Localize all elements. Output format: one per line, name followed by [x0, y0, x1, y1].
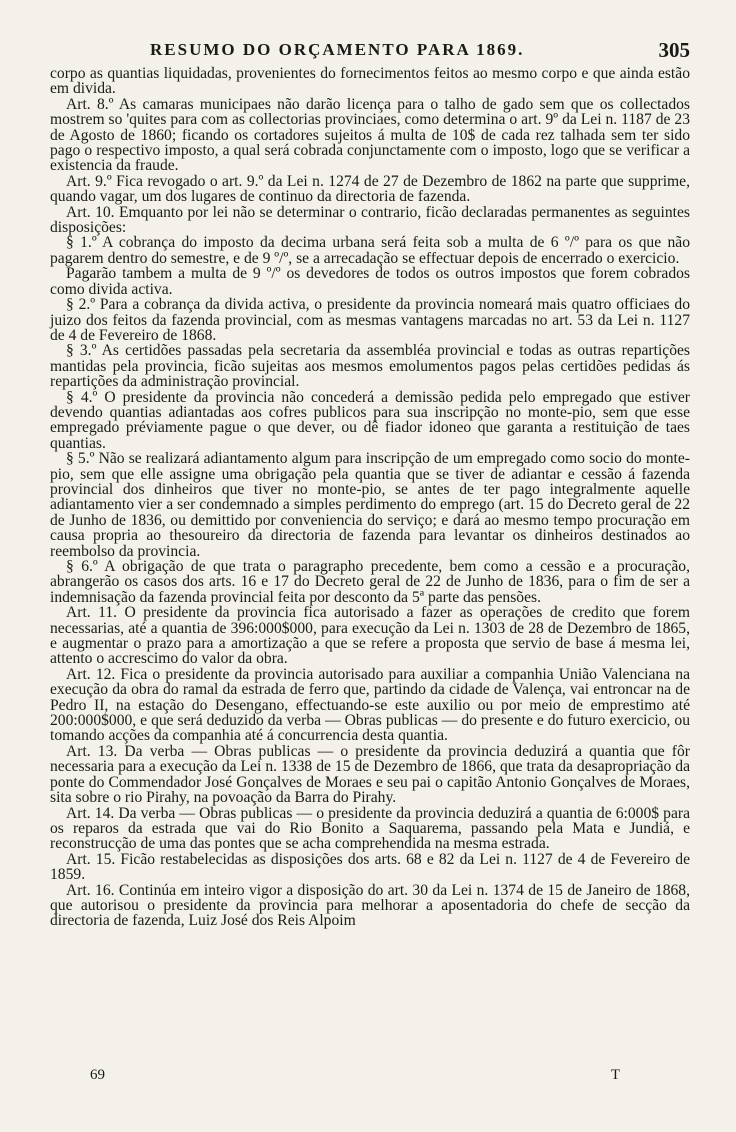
- paragraph: Art. 16. Continúa em inteiro vigor a disposição do art. 30 da Lei n. 1374 de 15 de Janeiro de 1868, que autorisou o presidente da provincia para melhorar a aposentadoria do chefe de secção da directoria de fazenda, Luiz José dos Reis Alpoim: [50, 881, 690, 930]
- paragraph: Art. 10. Emquanto por lei não se determinar o contrario, ficão declaradas permanentes as seguintes disposições:: [50, 203, 690, 237]
- page-title: RESUMO DO ORÇAMENTO PARA 1869.: [150, 40, 525, 59]
- paragraph: § 2.º Para a cobrança da divida activa, o presidente da provincia nomeará mais quatro officiaes do juizo dos feitos da fazenda provincial, com as mesmas vantagens marcadas no art. 53 da Lei n. 1127 de 4 de Fevereiro de 1868.: [50, 296, 690, 344]
- paragraph: Art. 15. Ficão restabelecidas as disposições dos arts. 68 e 82 da Lei n. 1127 de 4 de Fevereiro de 1859.: [50, 850, 690, 884]
- paragraph: Pagarão tambem a multa de 9 º/º os devedores de todos os outros impostos que forem cobrados como divida activa.: [50, 265, 690, 298]
- document-page: [50, 40, 690, 929]
- paragraph: § 5.º Não se realizará adiantamento algum para inscripção de um empregado como socio do monte-pio, sem que elle assigne uma obrigação pela quantia que se tiver de adiantar e cessão á fazenda provincial dos dinheiros que tiver no monte-pio, se antes de ter pago integralmente aquelle adiantamento vier a ser condemnado a simples perdimento do emprego (art. 15 do Decreto geral de 22 de Junho de 1836, ou demittido por conveniencia do serviço; e dará ao mesmo tempo procuração em causa propria ao thesoureiro da directoria de fazenda para levantar os dinheiros destinados ao reembolso da provincia.: [50, 450, 690, 560]
- paragraph: Art. 8.º As camaras municipaes não darão licença para o talho de gado sem que os collectados mostrem so 'quites para com as collectorias provinciaes, como determina o art. 9º da Lei n. 1187 de 23 de Agosto de 1860; ficando os cortadores sujeitos á multa de 10$ de cada rez talhada sem ter sido pago o respectivo imposto, a qual será cobrada conjunctamente com o imposto, logo que se verificar a existencia da fraude.: [50, 95, 690, 175]
- paragraph: Art. 12. Fica o presidente da provincia autorisado para auxiliar a companhia União Valenciana na execução da obra do ramal da estrada de ferro que, partindo da cidade de Valença, vai entroncar na de Pedro II, na estação do Desengano, effectuando-se este auxilio ou por meio de emprestimo até 200:000$000, e que será deduzido da verba — Obras publicas — do presente e do futuro exercicio, ou tomando acções da companhia até á concurrencia desta quantia.: [50, 665, 690, 745]
- paragraph: § 6.º A obrigação de que trata o paragrapho precedente, bem como a cessão e a procuração, abrangerão os casos dos arts. 16 e 17 do Decreto geral de 22 de Junho de 1836, para o fim de ser a indemnisação da fazenda provincial feita por desconto da 5ª parte das pensões.: [50, 558, 690, 606]
- paragraph: Art. 9.º Fica revogado o art. 9.º da Lei n. 1274 de 27 de Dezembro de 1862 na parte que supprime, quando vagar, um dos lugares de continuo da directoria de fazenda.: [50, 172, 690, 206]
- paragraph: § 3.º As certidões passadas pela secretaria da assembléa provincial e todas as outras repartições mantidas pela provincia, ficão sujeitas aos mesmos emolumentos pagos pelas certidões pedidas ás repartições da administração provincial.: [50, 342, 690, 391]
- paragraph: Art. 13. Da verba — Obras publicas — o presidente da provincia deduzirá a quantia que fôr necessaria para a execução da Lei n. 1338 de 15 de Dezembro de 1866, que trata da desapropriação da ponte do Commendador José Gonçalves de Moraes e seu pai o capitão Antonio Gonçalves de Moraes, sita sobre o rio Pirahy, na povoação da Barra do Pirahy.: [50, 742, 690, 807]
- document-body: [50, 66, 690, 929]
- page-header: [50, 40, 690, 62]
- paragraph: § 1.º A cobrança do imposto da decima urbana será feita sob a multa de 6 º/º para os que não pagarem dentro do semestre, e de 9 º/º, se a arrecadação se effectuar depois de encerrado o exercicio.: [50, 234, 690, 267]
- signature-mark: 69: [90, 1067, 105, 1083]
- paragraph: Art. 11. O presidente da provincia fica autorisado a fazer as operações de credito que forem necessarias, até a quantia de 396:000$000, para execução da Lei n. 1303 de 28 de Dezembro de 1865, e augmentar o prazo para a amortização a que se refere a proposta que servio de base á mesma lei, attento o accrescimo do valor da obra.: [50, 604, 690, 668]
- paragraph: Art. 14. Da verba — Obras publicas — o presidente da provincia deduzirá a quantia de 6:000$ para os reparos da estrada que vai do Rio Bonito a Saquarema, passando pela Mata e Jundiá, e reconstrucção de uma das pontes que se acha comprehendida na mesma estrada.: [50, 804, 690, 853]
- paragraph: corpo as quantias liquidadas, provenientes do fornecimentos feitos ao mesmo corpo e que ainda estão em divida.: [50, 65, 690, 98]
- signature-letter: T: [610, 1067, 620, 1083]
- page-number: 305: [658, 38, 690, 62]
- paragraph: § 4.º O presidente da provincia não concederá a demissão pedida pelo empregado que estiver devendo quantias adiantadas aos cofres publicos para sua inscripção no monte-pio, sem que esse empregado préviamente pague o que dever, ou dê fiador idoneo que garanta a restituição de taes quantias.: [50, 388, 690, 452]
